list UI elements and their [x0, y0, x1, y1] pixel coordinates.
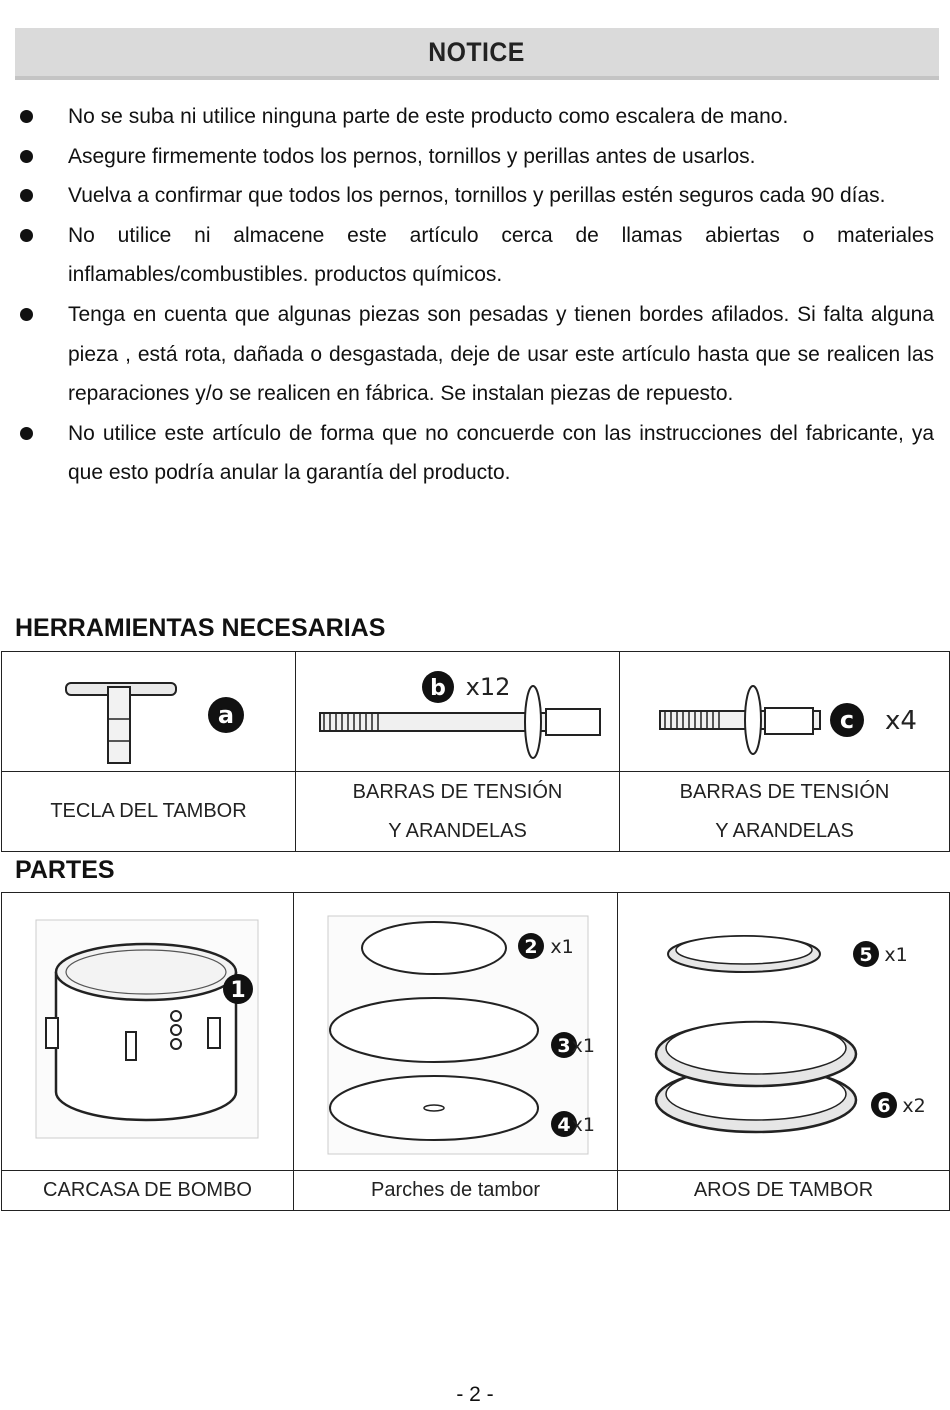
notice-item: Tenga en cuenta que algunas piezas son pesadas y tienen bordes afilados. Si falta alguna pieza , está rota, dañada o desgastada, deje de usar este artículo hasta que se realicen las reparaciones y/o se realicen en fábrica. Se instalan piezas de repuesto. [0, 295, 950, 414]
drum-heads-icon [306, 902, 606, 1162]
part-number-6: 6 [876, 1094, 891, 1117]
notice-item: Vuelva a confirmar que todos los pernos, tornillos y perillas estén seguros cada 90 días. [0, 176, 950, 216]
part-qty-2: x1 [549, 935, 574, 958]
drum-shell-icon [28, 912, 268, 1152]
part-number-3: 3 [556, 1034, 571, 1057]
part-caption-hoops: AROS DE TAMBOR [618, 1171, 950, 1211]
part-number-4: 4 [556, 1113, 571, 1136]
part-qty-4: x1 [571, 1113, 595, 1136]
drum-key-icon [9, 657, 289, 767]
tool-caption-c: BARRAS DE TENSIÓN Y ARANDELAS [620, 772, 950, 852]
part-number-5: 5 [858, 943, 873, 966]
notice-header [15, 28, 939, 80]
bullet-icon [20, 110, 33, 123]
parts-section-title: PARTES [15, 856, 115, 884]
part-caption-heads: Parches de tambor [294, 1171, 618, 1211]
tool-caption-a: TECLA DEL TAMBOR [2, 772, 296, 852]
tool-qty-b: x12 [465, 672, 510, 701]
bullet-icon [20, 308, 33, 321]
bullet-icon [20, 150, 33, 163]
tool-letter-b: b [429, 675, 446, 701]
tool-caption-b: BARRAS DE TENSIÓN Y ARANDELAS [296, 772, 620, 852]
tension-rod-short-icon [625, 657, 945, 767]
tool-qty-c: x4 [884, 705, 917, 736]
bullet-icon [20, 229, 33, 242]
part-caption-shell: CARCASA DE BOMBO [2, 1171, 294, 1211]
tool-cell-b [296, 652, 620, 772]
notice-item: No utilice ni almacene este artículo cerca de llamas abiertas o materiales inflamables/combustibles. productos químicos. [0, 216, 950, 295]
part-number-1: 1 [229, 977, 246, 1003]
tools-section-title: HERRAMIENTAS NECESARIAS [15, 614, 386, 642]
drum-hoops-icon [634, 902, 934, 1162]
tool-letter-c: c [839, 705, 854, 734]
notice-item: No utilice este artículo de forma que no concuerde con las instrucciones del fabricante, ya que esto podría anular la garantía del producto. [0, 414, 950, 493]
tools-table [1, 651, 950, 852]
part-qty-5: x1 [883, 943, 908, 966]
notice-item: Asegure firmemente todos los pernos, tornillos y perillas antes de usarlos. [0, 137, 950, 177]
part-qty-3: x1 [571, 1034, 595, 1057]
part-qty-6: x2 [901, 1094, 926, 1117]
page-number: - 2 - [456, 1383, 494, 1406]
tool-cell-a [2, 652, 296, 772]
parts-table [1, 892, 950, 1211]
part-number-2: 2 [523, 935, 538, 958]
bullet-icon [20, 189, 33, 202]
tension-rod-icon [298, 657, 618, 767]
part-cell-shell [2, 893, 294, 1171]
notice-list [0, 97, 950, 493]
bullet-icon [20, 427, 33, 440]
notice-item: No se suba ni utilice ninguna parte de este producto como escalera de mano. [0, 97, 950, 137]
tool-cell-c [620, 652, 950, 772]
notice-title: NOTICE [428, 36, 526, 67]
part-cell-heads [294, 893, 618, 1171]
part-cell-hoops [618, 893, 950, 1171]
tool-letter-a: a [217, 700, 234, 729]
